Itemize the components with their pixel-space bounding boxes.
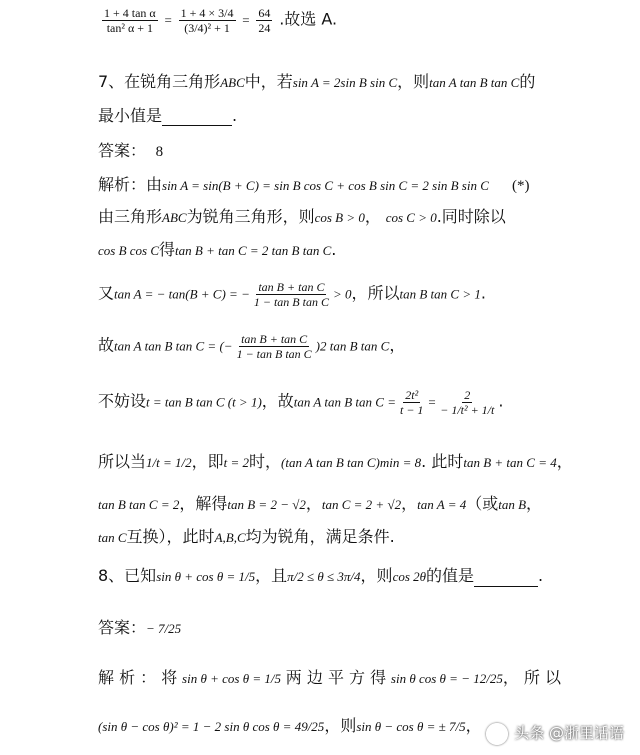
- sol7-line-1: 解析：由sin A = sin(B + C) = sin B cos C + cos B sin C = 2 sin B sin C: [98, 175, 489, 194]
- line0-tail: .故选 A.: [279, 9, 338, 29]
- sol7-line-6: 不妨设t = tan B tan C (t > 1)，故tan A tan B tan C = $\frac{\text{2t²}}{t - 1}$ = $\frac{2}{\text{− 1/t² + 1/t}}$ .: [98, 388, 504, 417]
- sol7-line-5: 故tan A tan B tan C = (− $\frac{\text{tan B + tan C}}{\text{1 − tan B tan C}}$ )2 tan B tan C，: [98, 332, 406, 361]
- sol7-line-4: 又tan A = − tan(B + C) = − $\frac{\text{tan B + tan C}}{\text{1 − tan B tan C}}$ > 0，所以tan B tan C > 1.: [98, 280, 486, 309]
- sol7-line-3: cos B cos C得tan B + tan C = 2 tan B tan C.: [98, 240, 337, 259]
- sol7-line-7: 所以当1/t = 1/2，即t = 2时，(tan A tan B tan C)min = 8. 此时tan B + tan C = 4，: [98, 452, 573, 471]
- sol8-line-1: 解 析 ： 将 sin θ + cos θ = 1/5 两 边 平 方 得 sin θ cos θ = − 12/25， 所 以: [98, 668, 562, 687]
- q7-line-2: 最小值是 .: [98, 106, 238, 125]
- sol7-line-8: tan B tan C = 2，解得tan B = 2 − √2，tan C = 2 + √2，tan A = 4（或tan B，: [98, 494, 543, 513]
- fraction-lhs: $\frac{\text{1 + 4 tan α}}{\text{tan² α + 1}}$: [104, 6, 156, 35]
- answer-blank-8: [474, 570, 538, 587]
- sol7-line-9: tan C互换），此时A,B,C均为锐角，满足条件.: [98, 527, 395, 546]
- sol7-mark: (*): [512, 178, 530, 194]
- sol8-line-2: (sin θ − cos θ)² = 1 − 2 sin θ cos θ = 49/25，则sin θ − cos θ = ± 7/5，: [98, 716, 482, 735]
- sol7-line-2: 由三角形ABC为锐角三角形，则cos B > 0， cos C > 0.同时除以: [98, 207, 506, 226]
- ans7: 答案： 8: [98, 141, 164, 160]
- watermark: 头条 @浙里话语: [486, 722, 624, 745]
- fraction-mid: $\frac{1 + 4 \times 3/4}{\text{(3/4)² + 1}}$: [180, 6, 234, 35]
- watermark-logo-icon: [486, 723, 508, 745]
- q8-line-1: 8、已知sin θ + cos θ = 1/5，且π/2 ≤ θ ≤ 3π/4，则cos 2θ的值是 .: [98, 566, 544, 585]
- line-0: $\frac{\text{1 + 4 tan α}}{\text{tan² α + 1}}$ = $\frac{1 + 4 \times 3/4}{\text{(3/4)² + 1}}$ = $\frac{64}{24}$ .故选 A.: [104, 6, 338, 35]
- answer-blank: [162, 109, 232, 126]
- q7-line-1: 7、在锐角三角形ABC中，若sin A = 2sin B sin C，则tan A tan B tan C的: [98, 72, 536, 91]
- ans8: 答案：− 7/25: [98, 618, 182, 637]
- fraction-rhs: $\frac{64}{24}$: [258, 6, 271, 35]
